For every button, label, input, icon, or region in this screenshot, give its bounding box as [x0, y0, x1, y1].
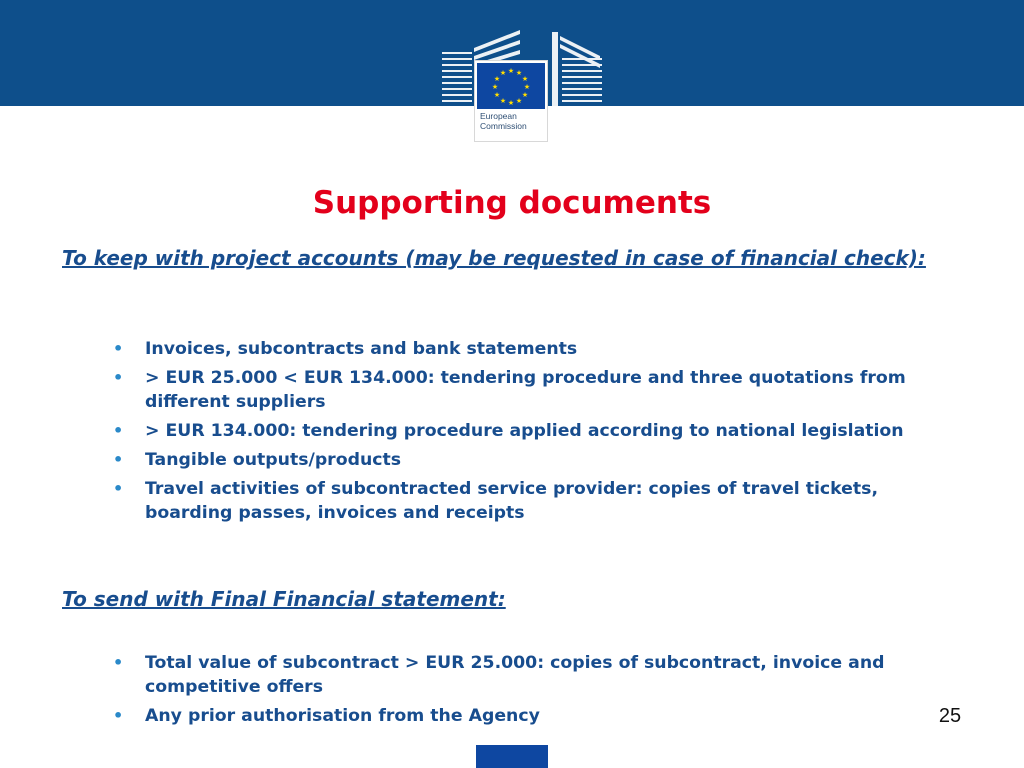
- section-heading-keep: To keep with project accounts (may be requested in case of financial check):: [62, 246, 926, 270]
- list-item-text: Travel activities of subcontracted service provider: copies of travel tickets, boarding passes, invoices and receipts: [145, 479, 879, 523]
- svg-text:★: ★: [521, 75, 529, 83]
- bullet-icon: •: [113, 339, 124, 358]
- logo-line-1: European: [480, 111, 517, 121]
- list-item-text: > EUR 25.000 < EUR 134.000: tendering procedure and three quotations from different suppliers: [145, 368, 906, 412]
- logo-line-2: Commission: [480, 121, 527, 131]
- list-item: [110, 651, 970, 699]
- eu-flag-icon: [477, 63, 545, 109]
- bullet-icon: •: [113, 706, 124, 725]
- logo-wordmark: [480, 111, 546, 131]
- ec-logo-box: [474, 60, 548, 142]
- svg-text:★: ★: [515, 69, 523, 77]
- bullet-icon: •: [113, 421, 124, 440]
- svg-text:★: ★: [507, 99, 515, 107]
- svg-text:★: ★: [521, 91, 529, 99]
- list-item: [110, 448, 970, 472]
- bullet-list-keep: [110, 337, 970, 530]
- list-item: [110, 366, 970, 414]
- list-item-text: Invoices, subcontracts and bank statements: [145, 339, 578, 359]
- list-item-text: Any prior authorisation from the Agency: [145, 706, 540, 726]
- list-item: [110, 419, 970, 443]
- svg-text:★: ★: [493, 75, 501, 83]
- list-item-text: > EUR 134.000: tendering procedure applied according to national legislation: [145, 421, 904, 441]
- bullet-icon: •: [113, 450, 124, 469]
- svg-text:★: ★: [515, 97, 523, 105]
- svg-text:★: ★: [523, 83, 531, 91]
- svg-text:★: ★: [491, 83, 499, 91]
- list-item: [110, 704, 970, 728]
- section-heading-send: To send with Final Financial statement:: [62, 587, 506, 611]
- list-item: [110, 477, 970, 525]
- svg-text:★: ★: [493, 91, 501, 99]
- footer-flag-strip: [476, 745, 548, 768]
- svg-text:★: ★: [499, 97, 507, 105]
- bullet-icon: •: [113, 479, 124, 498]
- list-item-text: Tangible outputs/products: [145, 450, 402, 470]
- bullet-list-send: [110, 651, 970, 733]
- bullet-icon: •: [113, 368, 124, 387]
- page-number: 25: [938, 705, 962, 727]
- svg-text:★: ★: [499, 69, 507, 77]
- list-item: [110, 337, 970, 361]
- bullet-icon: •: [113, 653, 124, 672]
- list-item-text: Total value of subcontract > EUR 25.000: copies of subcontract, invoice and competitive offers: [145, 653, 885, 697]
- slide-title: Supporting documents: [312, 185, 712, 221]
- svg-text:★: ★: [507, 67, 515, 75]
